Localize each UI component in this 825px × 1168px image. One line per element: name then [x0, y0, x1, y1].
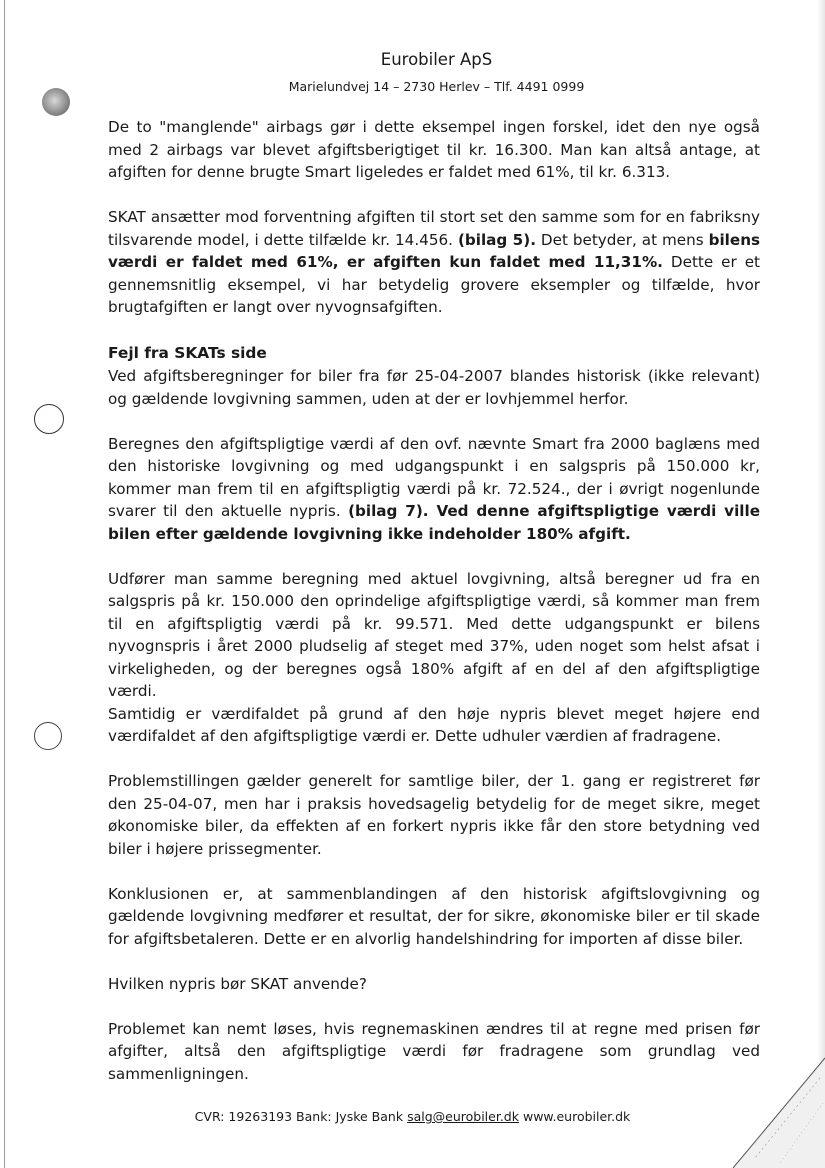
scan-edge	[4, 0, 5, 1168]
paragraph-text: Dette er et gennemsnitlig eksempel, vi har betydelig grovere eksempler og tilfælde, hvor brugtafgiften er langt over nyvognsafgiften.	[108, 253, 761, 316]
company-address: Marielundvej 14 – 2730 Herlev – Tlf. 4491 0999	[288, 79, 585, 94]
bold-reference: (bilag 5).	[457, 230, 536, 249]
paragraph-text: Beregnes den afgiftspligtige værdi af den ovf. nævnte Smart fra 2000 baglæns med den historiske lovgivning og med udgangspunkt i en salgspris på 150.000 kr, kommer man frem til en afgiftspligtig værdi på kr. 72.524., der i øvrigt nogenlunde svarer til den aktuelle nypris.	[108, 434, 760, 520]
paragraph: Problemet kan nemt løses, hvis regnemaskinen ændres til at regne med prisen før afgifter, altså den afgiftspligtige værdi før fradragene som grundlag ved sammenligningen.	[108, 1019, 760, 1083]
scan-edge-shadow	[817, 0, 825, 1168]
footer-company-info: CVR: 19263193 Bank: Jyske Bank	[194, 1109, 404, 1124]
footer-website: www.eurobiler.dk	[522, 1109, 631, 1124]
page-corner-fold	[715, 1048, 825, 1168]
paragraph: Konklusionen er, at sammenblandingen af den historisk afgiftslovgivning og gældende lovgivning medfører et resultat, der for sikre, økonomiske biler er til skade for afgiftsbetaleren. Dette er en alvorlig handelshindring for importen af disse biler.	[108, 884, 760, 948]
paragraph: De to "manglende" airbags gør i dette eksempel ingen forskel, idet den nye også med 2 airbags var blevet afgiftsberigtiget til kr. 16.300. Man kan altså antage, at afgiften for denne brugte Smart ligeledes er faldet med 61%, til kr. 6.313.	[108, 118, 760, 181]
paragraph: Problemstillingen gælder generelt for samtlige biler, der 1. gang er registreret før den 25-04-07, men har i praksis hovedsagelig betydelig for de meget sikre, meget økonomiske biler, da effekten af en forkert nypris ikke får den store betydning ved biler i højere prissegmenter.	[108, 772, 760, 858]
footer-email-link[interactable]: salg@eurobiler.dk	[407, 1109, 519, 1124]
paragraph: Ved afgiftsberegninger for biler fra før 25-04-2007 blandes historisk (ikke relevant) og gældende lovgivning sammen, uden at der er lovhjemmel herfor.	[108, 367, 760, 408]
paragraph: Samtidig er værdifaldet på grund af den høje nypris blevet meget højere end værdifaldet af den afgiftspligtige værdi er. Dette udhuler værdien af fradragene.	[108, 704, 760, 745]
company-name: Eurobiler ApS	[380, 50, 493, 69]
punch-hole-circle	[34, 722, 62, 750]
bold-emphasis: bilens værdi er faldet med 61%, er afgiften kun faldet med 11,31%.	[108, 230, 761, 271]
paragraph: Udfører man samme beregning med aktuel lovgivning, altså beregner ud fra en salgspris på kr. 150.000 den oprindelige afgiftspligtige værdi, så kommer man frem til en afgiftspligtig værdi på kr. 99.571. Med dette udgangspunkt er bilens nyvognspris i året 2000 pludselig af steget med 37%, uden noget som helst afsat i virkeligheden, og der beregnes også 180% afgift af en del af den afgiftspligtige værdi.	[108, 569, 760, 700]
letter-body	[108, 116, 760, 1108]
footer	[0, 1109, 825, 1124]
paragraph-text: Det betyder, at mens	[540, 230, 704, 249]
section-heading: Fejl fra SKATs side	[108, 344, 267, 362]
punch-hole-circle	[34, 404, 64, 434]
question: Hvilken nypris bør SKAT anvende?	[108, 974, 367, 993]
bold-emphasis: (bilag 7). Ved denne afgiftspligtige værdi ville bilen efter gældende lovgivning ikke indeholder 180% afgift.	[108, 502, 760, 543]
paragraph	[108, 206, 760, 319]
paragraph	[108, 433, 760, 546]
paragraph-text: SKAT ansætter mod forventning afgiften til stort set den samme som for en fabriksny tilsvarende model, i dette tilfælde kr. 14.456.	[108, 208, 760, 249]
